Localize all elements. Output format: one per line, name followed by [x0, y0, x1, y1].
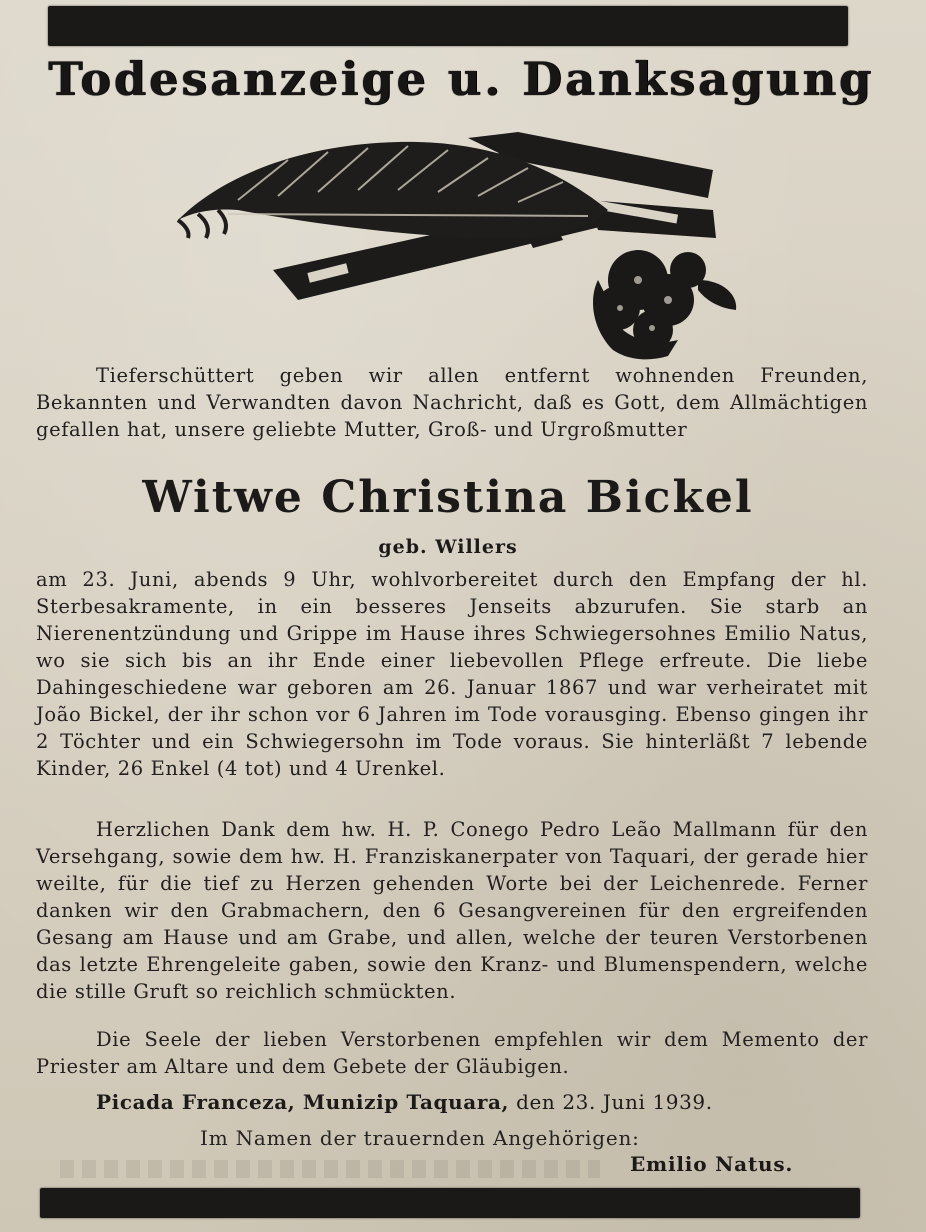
prayer-paragraph: Die Seele der lieben Verstorbenen empfehlen wir dem Memento der Priester am Altare und dem Gebete der Gläubigen. [36, 1028, 868, 1078]
death-details-paragraph: am 23. Juni, abends 9 Uhr, wohlvorbereitet durch den Empfang der hl. Sterbesakramente, in ein besseres Jenseits abzurufen. Sie starb an Nierenentzündung und Grippe im Hause ihres Schwiegersohnes Emilio Natus, wo sie sich bis an ihr Ende einer liebevollen Pflege erfreute. Die liebe Dahingeschiedene war geboren am 26. Januar 1867 und war verheiratet mit João Bickel, der ihr schon vor 6 Jahren im Tode vorausging. Ebenso gingen ihr 2 Töchter und ein Schwiegersohn im Tode voraus. Sie hinterläßt 7 lebende Kinder, 26 Enkel (4 tot) und 4 Urenkel. [36, 568, 868, 780]
deceased-name: Witwe Christina Bickel [142, 472, 754, 523]
palm-frond-cross-flowers-icon [168, 130, 748, 365]
maiden-name: geb. Willers [378, 536, 518, 558]
print-smudge [60, 1160, 600, 1178]
bottom-black-rule [40, 1188, 860, 1218]
notice-date: den 23. Juni 1939. [516, 1090, 713, 1114]
mourners-line: Im Namen der trauernden Angehörigen: [200, 1126, 640, 1150]
signature: Emilio Natus. [630, 1152, 794, 1176]
thanks-paragraph: Herzlichen Dank dem hw. H. P. Conego Pedro Leão Mallmann für den Versehgang, sowie dem hw. H. Franziskanerpater von Taquari, der gerade hier weilte, für die tief zu Herzen gehenden Worte bei der Leichenrede. Ferner danken wir den Grabmachern, den 6 Gesangvereinen für den ergreifenden Gesang am Hause und am Grabe, und allen, welche der teuren Verstorbenen das letzte Ehrengeleite gaben, sowie den Kranz- und Blumenspendern, welche die stille Gruft so reichlich schmückten. [36, 818, 868, 1003]
notice-headline: Todesanzeige u. Danksagung [48, 52, 874, 106]
place-and-date [96, 1090, 713, 1114]
top-black-rule [48, 6, 848, 46]
place-name: Picada Franceza, Munizip Taquara, [96, 1090, 510, 1114]
intro-paragraph: Tieferschüttert geben wir allen entfernt wohnenden Freunden, Bekannten und Verwandten davon Nachricht, daß es Gott, dem Allmächtigen gefallen hat, unsere geliebte Mutter, Groß- und Urgroßmutter [36, 364, 868, 441]
